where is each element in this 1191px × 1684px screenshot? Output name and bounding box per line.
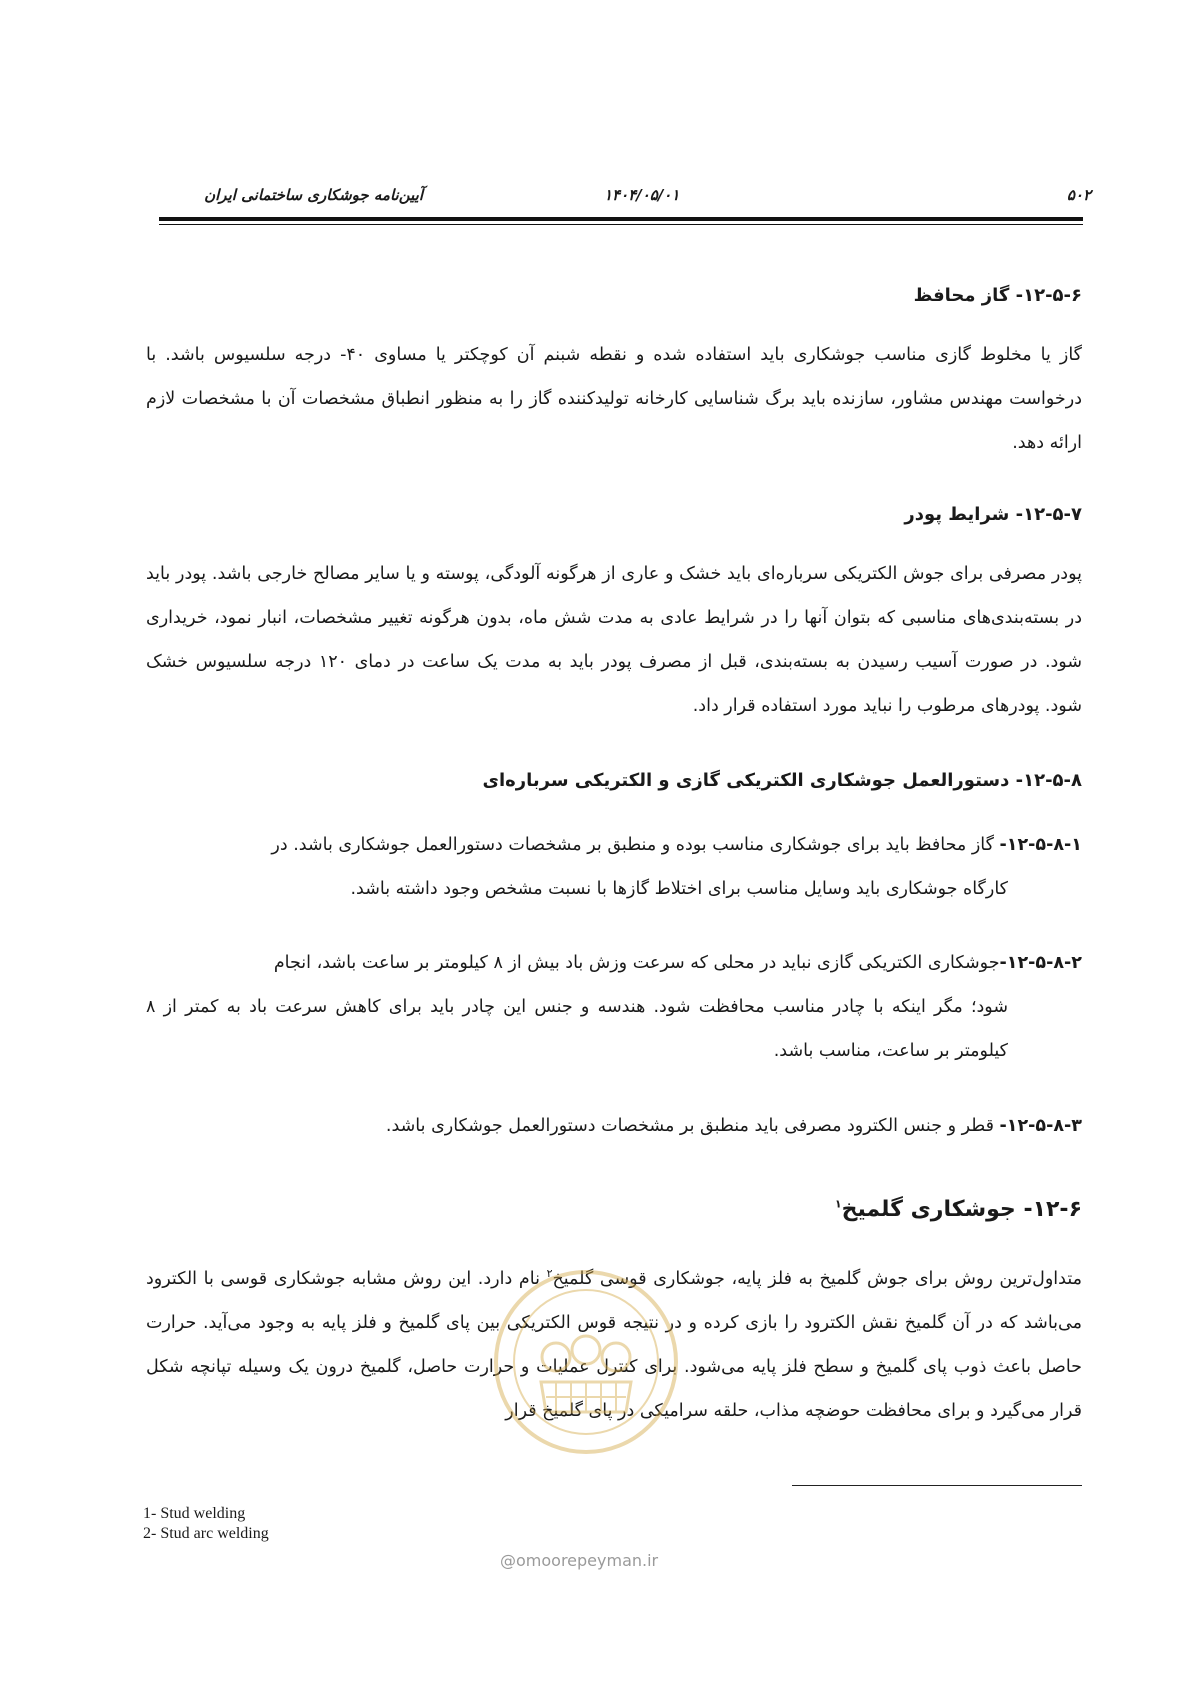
list-item [146,823,1082,911]
section-body-shielding-gas: گاز یا مخلوط گازی مناسب جوشکاری باید استفاده شده و نقطه شبنم آن کوچکتر یا مساوی ۴۰- درجه سلسیوس باشد. با درخواست مهندس مشاور، سازنده باید برگ شناسایی کارخانه تولیدکننده گاز را به منظور انطباق مشخصات آن با مشخصات لازم ارائه دهد. [146,345,1082,453]
header-rule-thin [159,224,1083,225]
item-text-rest: شود؛ مگر اینکه با چادر مناسب محافظت شود. هندسه و جنس این چادر باید برای کاهش سرعت باد به کمتر از ۸ کیلومتر بر ساعت، مناسب باشد. [146,997,1008,1061]
section-heading-stud-welding [146,1197,1082,1222]
footnote-divider [792,1485,1082,1486]
footnote: 2- Stud arc welding [143,1525,269,1542]
footnote: 1- Stud welding [143,1505,246,1522]
list-item [146,1104,1082,1148]
watermark-seal-icon [486,1262,686,1462]
item-number: ۱۲-۵-۸-۱- [999,835,1082,855]
footnote-ref: ۱ [834,1197,842,1211]
section-heading-welding-procedure: ۱۲-۵-۸- دستورالعمل جوشکاری الکتریکی گازی و الکتریکی سرباره‌ای [482,770,1082,791]
page-number: ۵۰۲ [1066,186,1091,204]
item-text-first: گاز محافظ باید برای جوشکاری مناسب بوده و منطبق بر مشخصات دستورالعمل جوشکاری باشد. در [271,835,1000,855]
item-text-rest: کارگاه جوشکاری باید وسایل مناسب برای اختلاط گازها با نسبت مشخص وجود داشته باشد. [350,879,1008,899]
item-number: ۱۲-۵-۸-۳- [999,1116,1082,1136]
watermark-text: @omoorepeyman.ir [500,1551,659,1570]
item-text-first: جوشکاری الکتریکی گازی نباید در محلی که سرعت وزش باد بیش از ۸ کیلومتر بر ساعت باشد، انجام [273,953,1000,973]
running-header-title: آیین‌نامه جوشکاری ساختمانی ایران [204,186,423,204]
body-text: نام دارد. این روش مشابه جوشکاری قوسی با الکترود می‌باشد که در آن گلمیخ نقش الکترود را بازی کرده و در نتیجه قوس الکتریکی بین پای گلمیخ و فلز پایه به وجود می‌آید. حرارت حاصل باعث ذوب پای گلمیخ و سطح فلز پایه می‌شود. برای کنترل عملیات و حرارت حاصل، گلمیخ درون یک وسیله تپانچه شکل قرار می‌گیرد و برای محافظت حوضچه مذاب، حلقه سرامیکی در پای گلمیخ قرار [146,1269,1082,1421]
section-heading-shielding-gas: ۱۲-۵-۶- گاز محافظ [913,285,1082,306]
list-item [146,941,1082,1073]
running-header-date: ۱۴۰۴/۰۵/۰۱ [604,186,680,204]
item-number: ۱۲-۵-۸-۲- [999,953,1082,973]
body-text: متداول‌ترین روش برای جوش گلمیخ به فلز پایه، جوشکاری قوسی گلمیخ [552,1269,1083,1289]
item-text-first: قطر و جنس الکترود مصرفی باید منطبق بر مشخصات دستورالعمل جوشکاری باشد. [385,1116,1000,1136]
section-body-flux-conditions: پودر مصرفی برای جوش الکتریکی سرباره‌ای باید خشک و عاری از هرگونه آلودگی، پوسته و یا سایر مصالح خارجی باشد. پودر باید در بسته‌بندی‌های مناسبی که بتوان آنها را در شرایط عادی به مدت شش ماه، بدون هرگونه تغییر مشخصات، انبار نمود، خریداری شود. در صورت آسیب رسیدن به بسته‌بندی، قبل از مصرف پودر باید به مدت یک ساعت در دمای ۱۲۰ درجه سلسیوس خشک شود. پودرهای مرطوب را نباید مورد استفاده قرار داد. [146,564,1082,716]
section-heading-flux-conditions: ۱۲-۵-۷- شرایط پودر [904,504,1082,525]
footnote-ref: ۲ [546,1267,553,1281]
header-rule [159,217,1083,221]
heading-text: ۱۲-۶- جوشکاری گلمیخ [841,1197,1082,1222]
